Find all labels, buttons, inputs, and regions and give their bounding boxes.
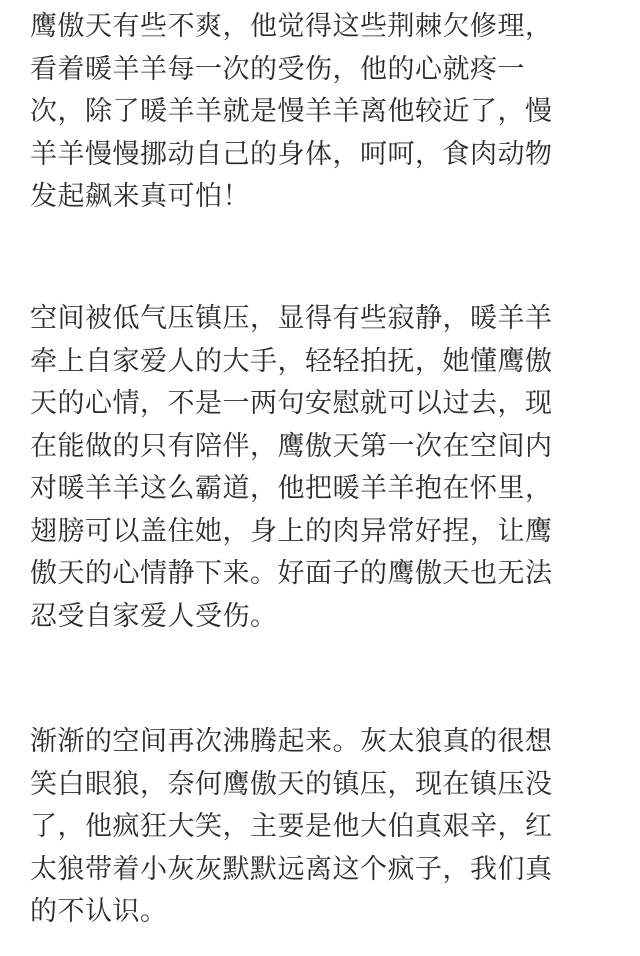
text-line: 的不认识。 <box>30 896 168 927</box>
text-line: 了，他疯狂大笑，主要是他大伯真艰辛，红 <box>30 811 553 842</box>
paragraph-2 <box>30 298 553 638</box>
text-line: 牵上自家爱人的大手，轻轻拍抚，她懂鹰傲 <box>30 345 553 377</box>
text-line: 空间被低气压镇压，显得有些寂静，暖羊羊 <box>30 303 553 334</box>
text-line: 笑白眼狼，奈何鹰傲天的镇压，现在镇压没 <box>30 768 553 800</box>
paragraph-3 <box>30 721 553 934</box>
text-line: 傲天的心情静下来。好面子的鹰傲天也无法 <box>30 558 553 589</box>
text-line: 次，除了暖羊羊就是慢羊羊离他较近了，慢 <box>30 96 553 127</box>
text-line: 天的心情，不是一两句安慰就可以过去，现 <box>30 388 553 419</box>
paragraph-1 <box>30 6 553 219</box>
text-line: 忍受自家爱人受伤。 <box>30 600 278 632</box>
text-line: 羊羊慢慢挪动自己的身体，呵呵，食肉动物 <box>30 138 553 170</box>
text-line: 太狼带着小灰灰默默远离这个疯子，我们真 <box>30 853 553 885</box>
text-line: 翅膀可以盖住她，身上的肉异常好捏，让鹰 <box>30 515 553 547</box>
text-line: 渐渐的空间再次沸腾起来。灰太狼真的很想 <box>30 726 553 757</box>
text-line: 发起飙来真可怕！ <box>30 181 250 212</box>
text-line: 鹰傲天有些不爽，他觉得这些荆棘欠修理， <box>30 11 553 42</box>
text-line: 在能做的只有陪伴，鹰傲天第一次在空间内 <box>30 430 553 462</box>
text-line: 看着暖羊羊每一次的受伤，他的心就疼一 <box>30 53 525 85</box>
text-line: 对暖羊羊这么霸道，他把暖羊羊抱在怀里， <box>30 473 553 504</box>
